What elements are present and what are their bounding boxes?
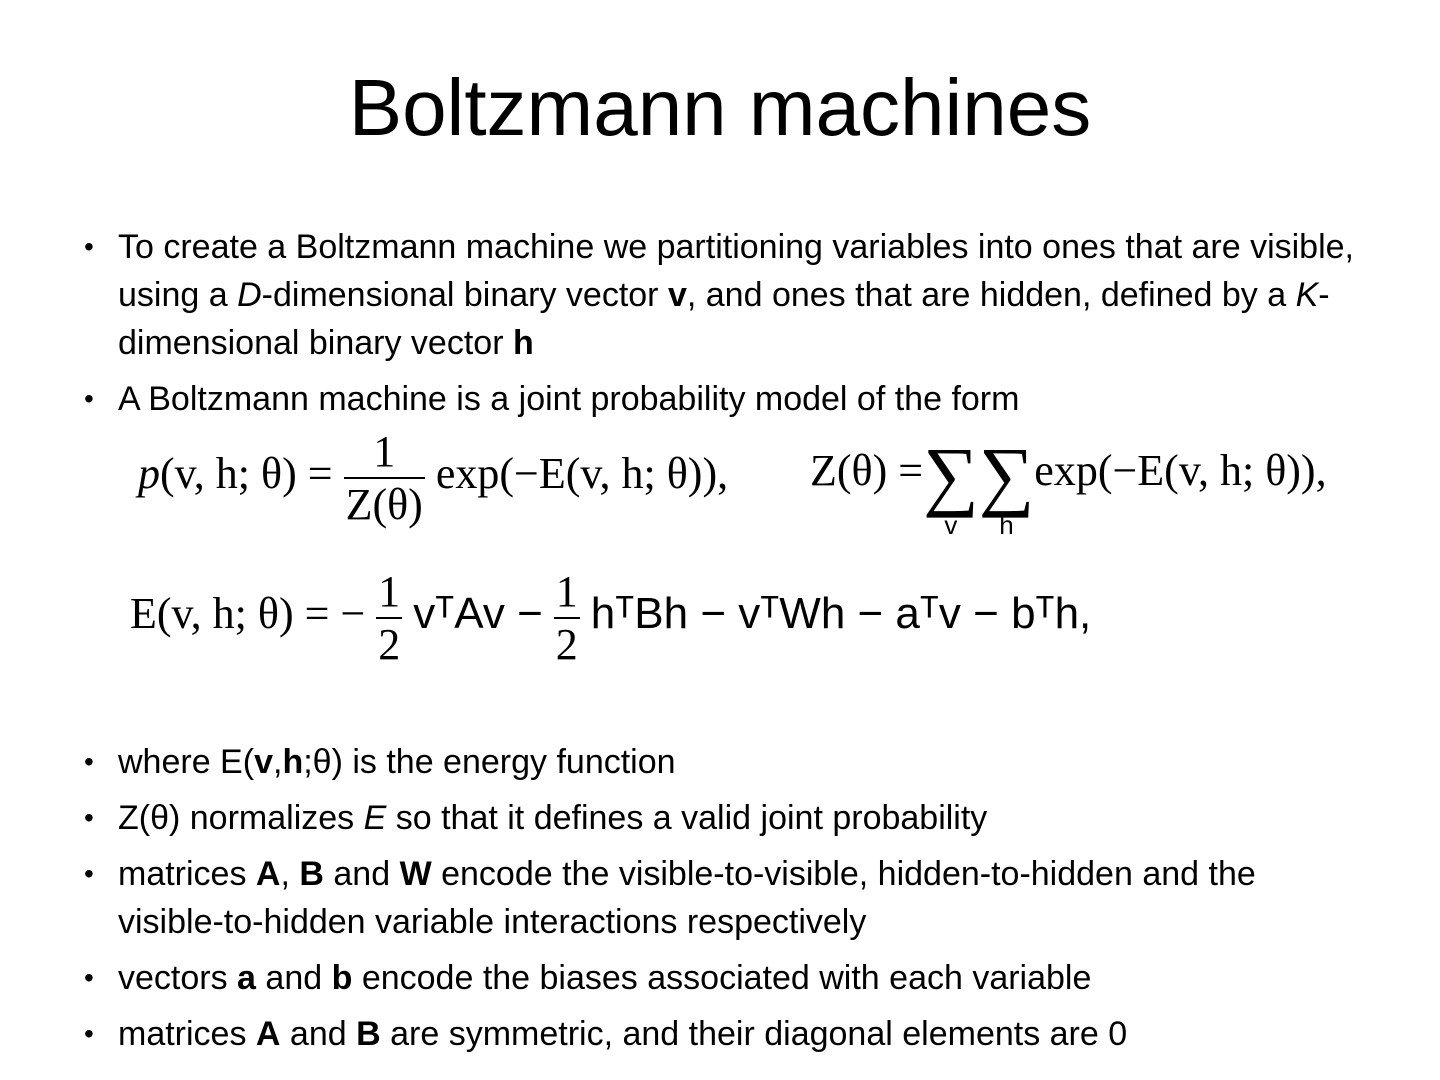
eq-symbol-p: p [138,449,160,499]
matrix-b-symbol: B [299,855,324,893]
eq-rhs: exp(−E(v, h; θ)), [435,449,729,499]
bullet-text: so that it defines a valid joint probability [386,799,988,837]
bullet-energy-function [118,738,1358,786]
vector-a-symbol: a [237,959,256,997]
bullet-text: where E( [118,743,255,781]
eq3-half-denominator: 2 [376,617,402,670]
bullet-text: Z(θ) normalizes [118,799,364,837]
bullet-interaction-matrices [118,850,1358,946]
equation-partition-function [810,431,1327,540]
eq2-lhs: Z(θ) = [810,446,924,496]
vector-b-symbol: b [331,959,353,997]
dimension-symbol-d: D [237,276,262,314]
bullet-text: and [280,1015,357,1053]
matrix-b-symbol: B [356,1015,381,1053]
bullet-text: vectors [118,959,238,997]
bullet-partition-variables [118,223,1358,367]
bullet-text: and [255,959,332,997]
bullet-text: , [280,855,300,893]
bullet-normalization [118,794,1358,842]
bullet-text: matrices [118,1015,256,1053]
sum-symbol: ∑ [923,431,979,518]
eq3-term-rest: hᵀBh − vᵀWh − aᵀv − bᵀh, [590,589,1092,639]
eq-fraction-denominator: Z(θ) [344,477,425,530]
visible-vector-symbol: v [254,743,273,781]
dimension-symbol-k: K [1295,276,1319,314]
eq3-half-fraction [376,566,402,670]
bullet-text: -dimensional binary vector [118,276,1330,362]
equation-joint-probability [138,426,728,530]
bullet-joint-model: • A Boltzmann machine is a joint probability model of the form [118,375,1358,423]
sum-symbol: ∑ [978,431,1035,518]
eq3-term-vav: vᵀAv − [413,589,543,639]
energy-symbol: E [363,799,387,837]
sum-over-h-icon [978,431,1035,540]
eq3-half-fraction-2 [554,566,580,670]
bullet-bias-vectors [118,954,1358,1002]
equation-energy-function [130,566,1091,670]
visible-vector-symbol: v [667,276,687,314]
sum-over-v-icon [923,431,979,540]
eq2-rhs: exp(−E(v, h; θ)), [1034,446,1327,496]
bullet-text: encode the visible-to-visible, hidden-to-hidden and the visible-to-hidden variable interactions respectively [118,855,1256,941]
bullet-text: and [323,855,400,893]
bullet-text: ;θ) is the energy function [303,743,676,781]
matrix-w-symbol: W [399,855,432,893]
eq3-half-numerator: 1 [378,567,401,616]
hidden-vector-symbol: h [512,324,534,362]
sum-subscript-v: v [944,510,958,540]
matrix-a-symbol: A [255,855,281,893]
eq3-lhs: E(v, h; θ) = − [130,589,366,639]
eq-fraction [344,426,425,530]
bullet-text: , [272,743,283,781]
bullet-text: To create a Boltzmann machine we partitioning variables into ones that are visible, using a [118,228,1355,314]
eq-fraction-numerator: 1 [373,427,396,476]
eq-lhs-args: (v, h; θ) = [160,449,333,499]
bullet-text: matrices [118,855,256,893]
bullet-text: are symmetric, and their diagonal elements are 0 [380,1015,1128,1053]
bullet-text: , and ones that are hidden, defined by a [686,276,1296,314]
sum-subscript-h: h [999,510,1014,540]
hidden-vector-symbol: h [282,743,304,781]
slide-title: Boltzmann machines [348,63,1092,152]
bullet-symmetric-matrices [118,1010,1358,1058]
bullet-text: encode the biases associated with each variable [352,959,1092,997]
eq3-half-numerator-2: 1 [555,567,578,616]
bullet-text: -dimensional binary vector [261,276,668,314]
matrix-a-symbol: A [255,1015,281,1053]
eq3-half-denominator-2: 2 [554,617,580,670]
